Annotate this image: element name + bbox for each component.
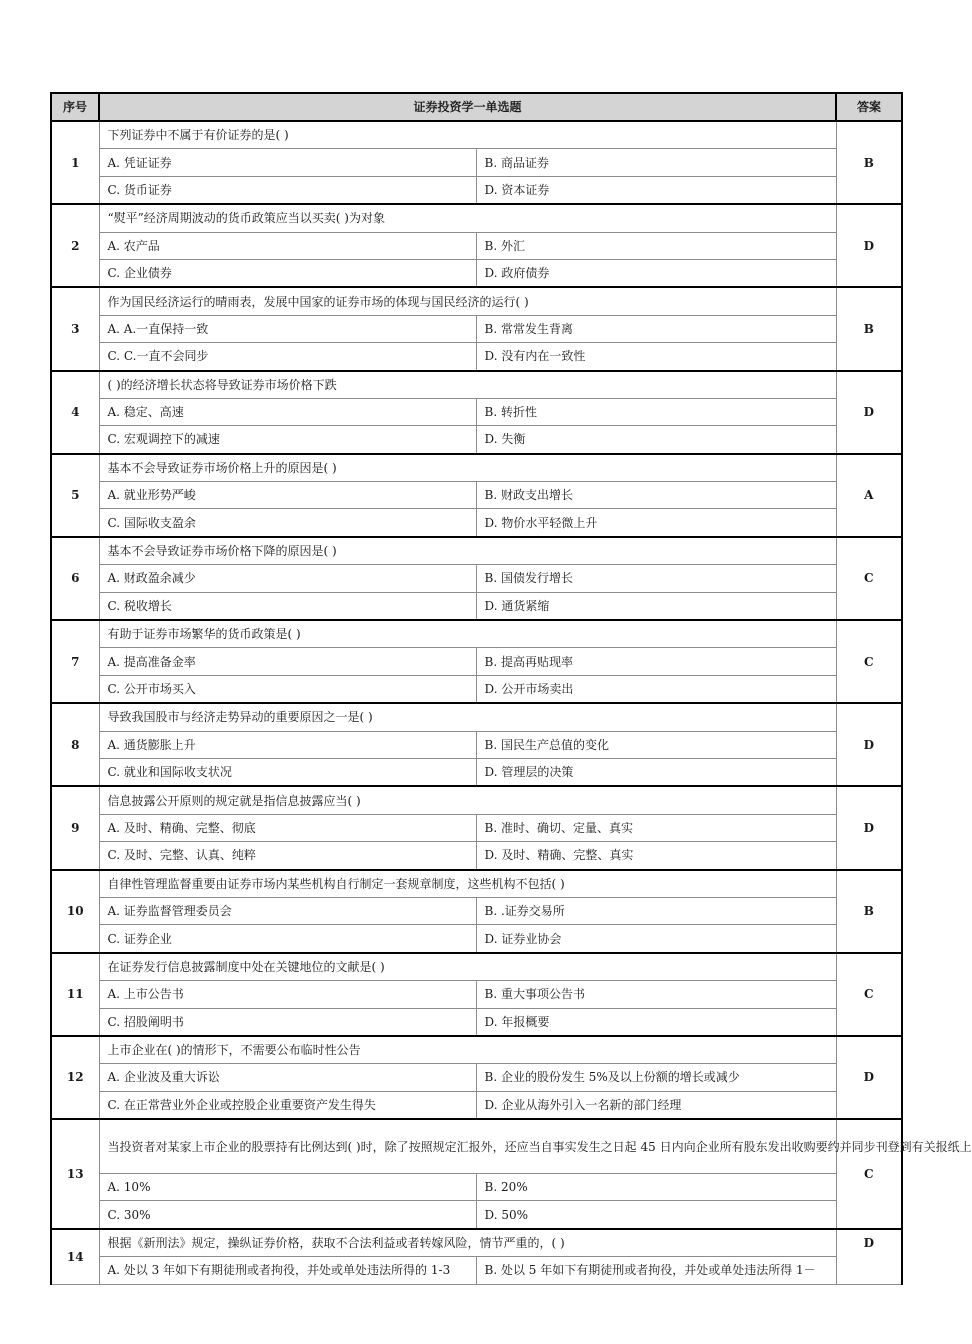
option-a: A. 提高准备金率 — [99, 648, 476, 675]
question-text: 当投资者对某家上市企业的股票持有比例达到( )时，除了按照规定汇报外，还应当自事实发生之日起 45 日内向企业所有股东发出收购要约并同步刊登到有关报纸上 — [99, 1119, 836, 1174]
question-text: 导致我国股市与经济走势异动的重要原因之一是( ) — [99, 703, 836, 731]
option-b: B. 财政支出增长 — [476, 482, 836, 509]
question-group — [51, 204, 902, 287]
option-d: D. 失衡 — [476, 426, 836, 454]
option-c: C. 企业债券 — [99, 259, 476, 287]
option-d: D. 没有内在一致性 — [476, 343, 836, 371]
option-a: A. 稳定、高速 — [99, 398, 476, 425]
option-b: B. 商品证券 — [476, 149, 836, 176]
option-d: D. 证券业协会 — [476, 925, 836, 953]
option-a: A. 处以 3 年如下有期徒刑或者拘役，并处或单处违法所得的 1-3 — [99, 1257, 476, 1284]
answer-cell: B — [836, 121, 902, 204]
option-row — [51, 343, 902, 371]
question-group — [51, 1036, 902, 1119]
question-text: 作为国民经济运行的晴雨表，发展中国家的证券市场的体现与国民经济的运行( ) — [99, 287, 836, 315]
option-row — [51, 176, 902, 204]
option-row — [51, 149, 902, 176]
option-b: B. 准时、确切、定量、真实 — [476, 814, 836, 841]
option-row — [51, 482, 902, 509]
option-row — [51, 259, 902, 287]
option-a: A. A.一直保持一致 — [99, 315, 476, 342]
option-row — [51, 897, 902, 924]
option-b: B. 外汇 — [476, 232, 836, 259]
answer-cell: B — [836, 870, 902, 953]
question-number: 5 — [51, 454, 99, 537]
question-row — [51, 953, 902, 981]
question-row — [51, 786, 902, 814]
question-text: 根据《新刑法》规定，操纵证券价格，获取不合法利益或者转嫁风险，情节严重的，( ) — [99, 1229, 836, 1257]
question-group — [51, 454, 902, 537]
option-b: B. 处以 5 年如下有期徒刑或者拘役，并处或单处违法所得 1－ — [476, 1257, 836, 1284]
question-row — [51, 870, 902, 898]
question-row — [51, 204, 902, 232]
answer-cell: D — [836, 371, 902, 454]
question-text: 基本不会导致证券市场价格上升的原因是( ) — [99, 454, 836, 482]
option-a: A. 及时、精确、完整、彻底 — [99, 814, 476, 841]
question-number: 1 — [51, 121, 99, 204]
question-row — [51, 1036, 902, 1064]
option-d: D. 资本证券 — [476, 176, 836, 204]
question-group — [51, 786, 902, 869]
question-text: 有助于证券市场繁华的货币政策是( ) — [99, 620, 836, 648]
answer-cell: D — [836, 786, 902, 869]
option-row — [51, 1257, 902, 1284]
answer-cell: D — [836, 1036, 902, 1119]
option-row — [51, 426, 902, 454]
question-text: ( )的经济增长状态将导致证券市场价格下跌 — [99, 371, 836, 399]
question-group — [51, 953, 902, 1036]
option-d: D. 管理层的决策 — [476, 758, 836, 786]
question-number: 6 — [51, 537, 99, 620]
option-a: A. 10% — [99, 1174, 476, 1201]
option-row — [51, 1201, 902, 1229]
question-text: 下列证券中不属于有价证券的是( ) — [99, 121, 836, 149]
option-c: C. 在正常营业外企业或控股企业重要资产发生得失 — [99, 1091, 476, 1119]
answer-cell: C — [836, 953, 902, 1036]
option-c: C. 宏观调控下的减速 — [99, 426, 476, 454]
question-row — [51, 1119, 902, 1174]
question-text: “熨平”经济周期波动的货币政策应当以买卖( )为对象 — [99, 204, 836, 232]
option-b: B. 重大事项公告书 — [476, 981, 836, 1008]
option-d: D. 通货紧缩 — [476, 592, 836, 620]
option-d: D. 企业从海外引入一名新的部门经理 — [476, 1091, 836, 1119]
option-d: D. 及时、精确、完整、真实 — [476, 842, 836, 870]
question-group — [51, 121, 902, 204]
question-number: 11 — [51, 953, 99, 1036]
option-b: B. 提高再贴现率 — [476, 648, 836, 675]
option-a: A. 财政盈余减少 — [99, 565, 476, 592]
option-c: C. 公开市场买入 — [99, 675, 476, 703]
question-number: 9 — [51, 786, 99, 869]
option-d: D. 政府债券 — [476, 259, 836, 287]
option-row — [51, 232, 902, 259]
option-row — [51, 1008, 902, 1036]
question-group — [51, 1119, 972, 1229]
option-c: C. 招股阐明书 — [99, 1008, 476, 1036]
answer-cell: A — [836, 454, 902, 537]
option-c: C. 国际收支盈余 — [99, 509, 476, 537]
question-number: 7 — [51, 620, 99, 703]
option-row — [51, 1091, 902, 1119]
question-text: 基本不会导致证券市场价格下降的原因是( ) — [99, 537, 836, 565]
option-a: A. 就业形势严峻 — [99, 482, 476, 509]
option-row — [51, 814, 902, 841]
question-group — [51, 287, 902, 370]
question-number: 3 — [51, 287, 99, 370]
option-d: D. 50% — [476, 1201, 836, 1229]
answer-cell: C — [836, 1119, 902, 1229]
option-b: B. 转折性 — [476, 398, 836, 425]
question-row — [51, 454, 902, 482]
question-group — [51, 537, 902, 620]
option-row — [51, 565, 902, 592]
option-a: A. 证券监督管理委员会 — [99, 897, 476, 924]
option-c: C. 及时、完整、认真、纯粹 — [99, 842, 476, 870]
option-a: A. 企业波及重大诉讼 — [99, 1064, 476, 1091]
option-row — [51, 758, 902, 786]
question-row — [51, 371, 902, 399]
option-a: A. 通货膨胀上升 — [99, 731, 476, 758]
question-number: 4 — [51, 371, 99, 454]
question-number: 10 — [51, 870, 99, 953]
answer-cell: D — [836, 1229, 902, 1284]
question-row — [51, 703, 902, 731]
header-answer: 答案 — [836, 93, 902, 121]
header-title: 证券投资学一单选题 — [99, 93, 836, 121]
answer-cell: D — [836, 703, 902, 786]
answer-cell: C — [836, 537, 902, 620]
option-d: D. 年报概要 — [476, 1008, 836, 1036]
question-number: 12 — [51, 1036, 99, 1119]
question-group — [51, 371, 902, 454]
option-row — [51, 981, 902, 1008]
question-row — [51, 287, 902, 315]
option-row — [51, 398, 902, 425]
option-c: C. 就业和国际收支状况 — [99, 758, 476, 786]
option-row — [51, 315, 902, 342]
question-text: 自律性管理监督重要由证券市场内某些机构自行制定一套规章制度，这些机构不包括( ) — [99, 870, 836, 898]
option-b: B. 常常发生背离 — [476, 315, 836, 342]
question-text: 在证券发行信息披露制度中处在关键地位的文献是( ) — [99, 953, 836, 981]
option-c: C. C.一直不会同步 — [99, 343, 476, 371]
option-a: A. 上市公告书 — [99, 981, 476, 1008]
question-group — [51, 620, 902, 703]
option-row — [51, 509, 902, 537]
option-c: C. 税收增长 — [99, 592, 476, 620]
question-row — [51, 537, 902, 565]
question-group — [51, 703, 902, 786]
option-b: B. .证券交易所 — [476, 897, 836, 924]
option-a: A. 农产品 — [99, 232, 476, 259]
question-group — [51, 1229, 902, 1284]
question-text: 上市企业在( )的情形下，不需要公布临时性公告 — [99, 1036, 836, 1064]
question-number: 2 — [51, 204, 99, 287]
option-b: B. 20% — [476, 1174, 836, 1201]
option-row — [51, 842, 902, 870]
question-number: 13 — [51, 1119, 99, 1229]
option-row — [51, 592, 902, 620]
option-row — [51, 925, 902, 953]
option-row — [51, 1064, 902, 1091]
option-row — [51, 731, 902, 758]
question-number: 14 — [51, 1229, 99, 1284]
question-row — [51, 1229, 902, 1257]
table-header-row — [51, 93, 902, 121]
option-d: D. 物价水平轻微上升 — [476, 509, 836, 537]
question-row — [51, 121, 902, 149]
question-row — [51, 620, 902, 648]
question-table — [50, 92, 972, 1285]
answer-cell: D — [836, 204, 902, 287]
option-d: D. 公开市场卖出 — [476, 675, 836, 703]
answer-cell: C — [836, 620, 902, 703]
question-number: 8 — [51, 703, 99, 786]
option-row — [51, 648, 902, 675]
header-number: 序号 — [51, 93, 99, 121]
question-group — [51, 870, 902, 953]
answer-cell: B — [836, 287, 902, 370]
option-row — [51, 675, 902, 703]
option-b: B. 国债发行增长 — [476, 565, 836, 592]
option-b: B. 国民生产总值的变化 — [476, 731, 836, 758]
option-row — [51, 1174, 902, 1201]
option-c: C. 30% — [99, 1201, 476, 1229]
option-a: A. 凭证证券 — [99, 149, 476, 176]
option-b: B. 企业的股份发生 5%及以上份额的增长或减少 — [476, 1064, 836, 1091]
question-text: 信息披露公开原则的规定就是指信息披露应当( ) — [99, 786, 836, 814]
option-c: C. 证券企业 — [99, 925, 476, 953]
option-c: C. 货币证券 — [99, 176, 476, 204]
